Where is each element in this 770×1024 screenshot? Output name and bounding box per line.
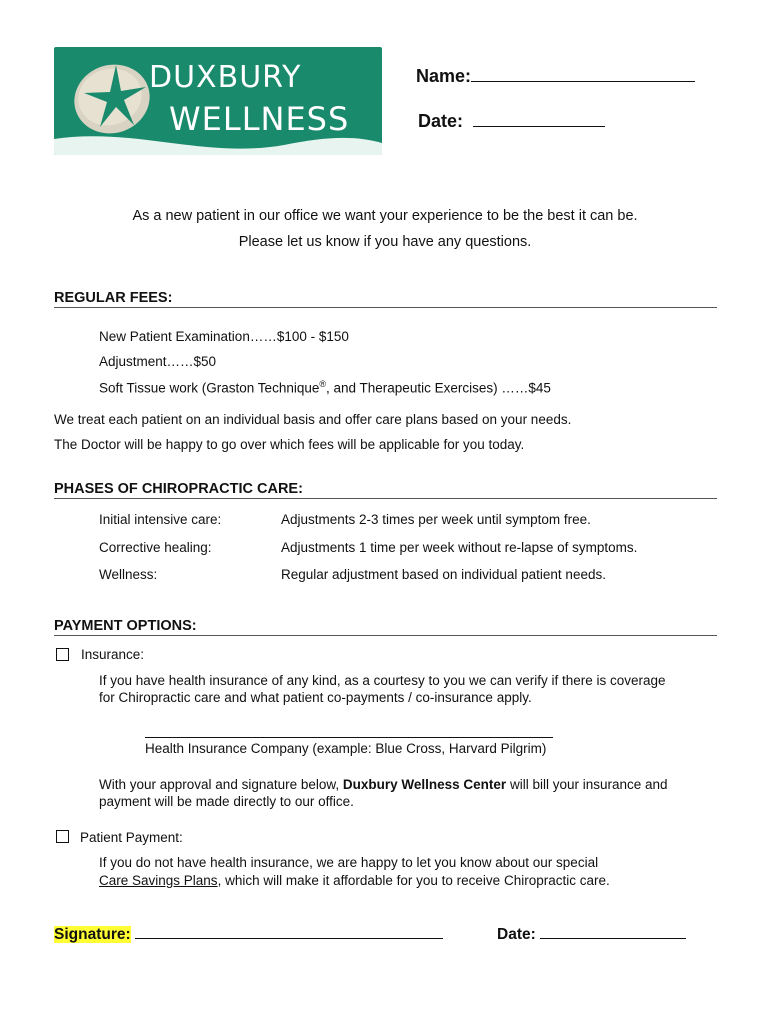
insurance-text-2: for Chiropractic care and what patient co-payments / co-insurance apply. (99, 690, 532, 705)
approval-text-1 (99, 777, 668, 792)
fees-note-2: The Doctor will be happy to go over which fees will be applicable for you today. (54, 437, 525, 452)
date-field-row (418, 111, 605, 132)
logo-word-duxbury: DUXBURY (149, 60, 302, 95)
phases-heading: PHASES OF CHIROPRACTIC CARE: (54, 481, 717, 499)
fee-soft-tissue (99, 379, 551, 396)
signature-row (54, 926, 443, 944)
phase-name: Initial intensive care: (99, 512, 222, 527)
insurance-text-1: If you have health insurance of any kind, as a courtesy to you we can verify if there is coverage (99, 673, 666, 688)
signature-date-label: Date: (497, 926, 536, 943)
signature-field[interactable] (135, 938, 443, 939)
patient-payment-text-2b: , which will make it affordable for you to receive Chiropractic care. (217, 873, 610, 888)
phase-desc: Adjustments 1 time per week without re-lapse of symptoms. (281, 540, 638, 555)
insurance-label: Insurance: (81, 647, 145, 662)
approval-post: will bill your insurance and (506, 777, 668, 792)
fee-soft-tissue-pre: Soft Tissue work (Graston Technique (99, 380, 320, 396)
patient-payment-text-1: If you do not have health insurance, we are happy to let you know about our special (99, 855, 599, 870)
regular-fees-heading: REGULAR FEES: (54, 290, 717, 308)
insurance-company-field[interactable] (145, 737, 553, 738)
fee-adjustment: Adjustment……$50 (99, 354, 217, 369)
approval-text-2: payment will be made directly to our office. (99, 794, 354, 809)
name-field[interactable] (471, 81, 695, 82)
approval-pre: With your approval and signature below, (99, 777, 343, 792)
patient-payment-label: Patient Payment: (80, 830, 183, 845)
intro-line-2: Please let us know if you have any questions. (238, 234, 532, 250)
payment-options-heading: PAYMENT OPTIONS: (54, 618, 717, 636)
signature-date-row (497, 926, 686, 944)
name-field-row (416, 66, 695, 87)
insurance-company-label: Health Insurance Company (example: Blue Cross, Harvard Pilgrim) (145, 741, 547, 756)
fee-new-patient: New Patient Examination……$100 - $150 (99, 329, 349, 344)
insurance-checkbox[interactable] (56, 648, 69, 661)
care-savings-plans-link[interactable]: Care Savings Plans (99, 873, 218, 888)
patient-payment-checkbox[interactable] (56, 830, 69, 843)
fee-soft-tissue-post: , and Therapeutic Exercises) ……$45 (326, 380, 551, 396)
intro-line-1: As a new patient in our office we want your experience to be the best it can be. (132, 208, 638, 224)
date-field[interactable] (473, 126, 605, 127)
signature-date-field[interactable] (540, 938, 686, 939)
phase-desc: Regular adjustment based on individual patient needs. (281, 567, 606, 582)
logo-word-wellness: WELLNESS (169, 100, 350, 138)
patient-payment-text-2 (99, 873, 610, 888)
signature-label: Signature: (54, 926, 131, 943)
fees-note-1: We treat each patient on an individual basis and offer care plans based on your needs. (54, 412, 572, 427)
name-label: Name: (416, 66, 472, 86)
registered-mark: ® (319, 379, 326, 389)
date-label: Date: (418, 111, 464, 131)
phase-name: Corrective healing: (99, 540, 212, 555)
phase-desc: Adjustments 2-3 times per week until symptom free. (281, 512, 591, 527)
duxbury-wellness-logo (54, 47, 382, 155)
approval-bold: Duxbury Wellness Center (342, 777, 507, 792)
phase-name: Wellness: (99, 567, 158, 582)
